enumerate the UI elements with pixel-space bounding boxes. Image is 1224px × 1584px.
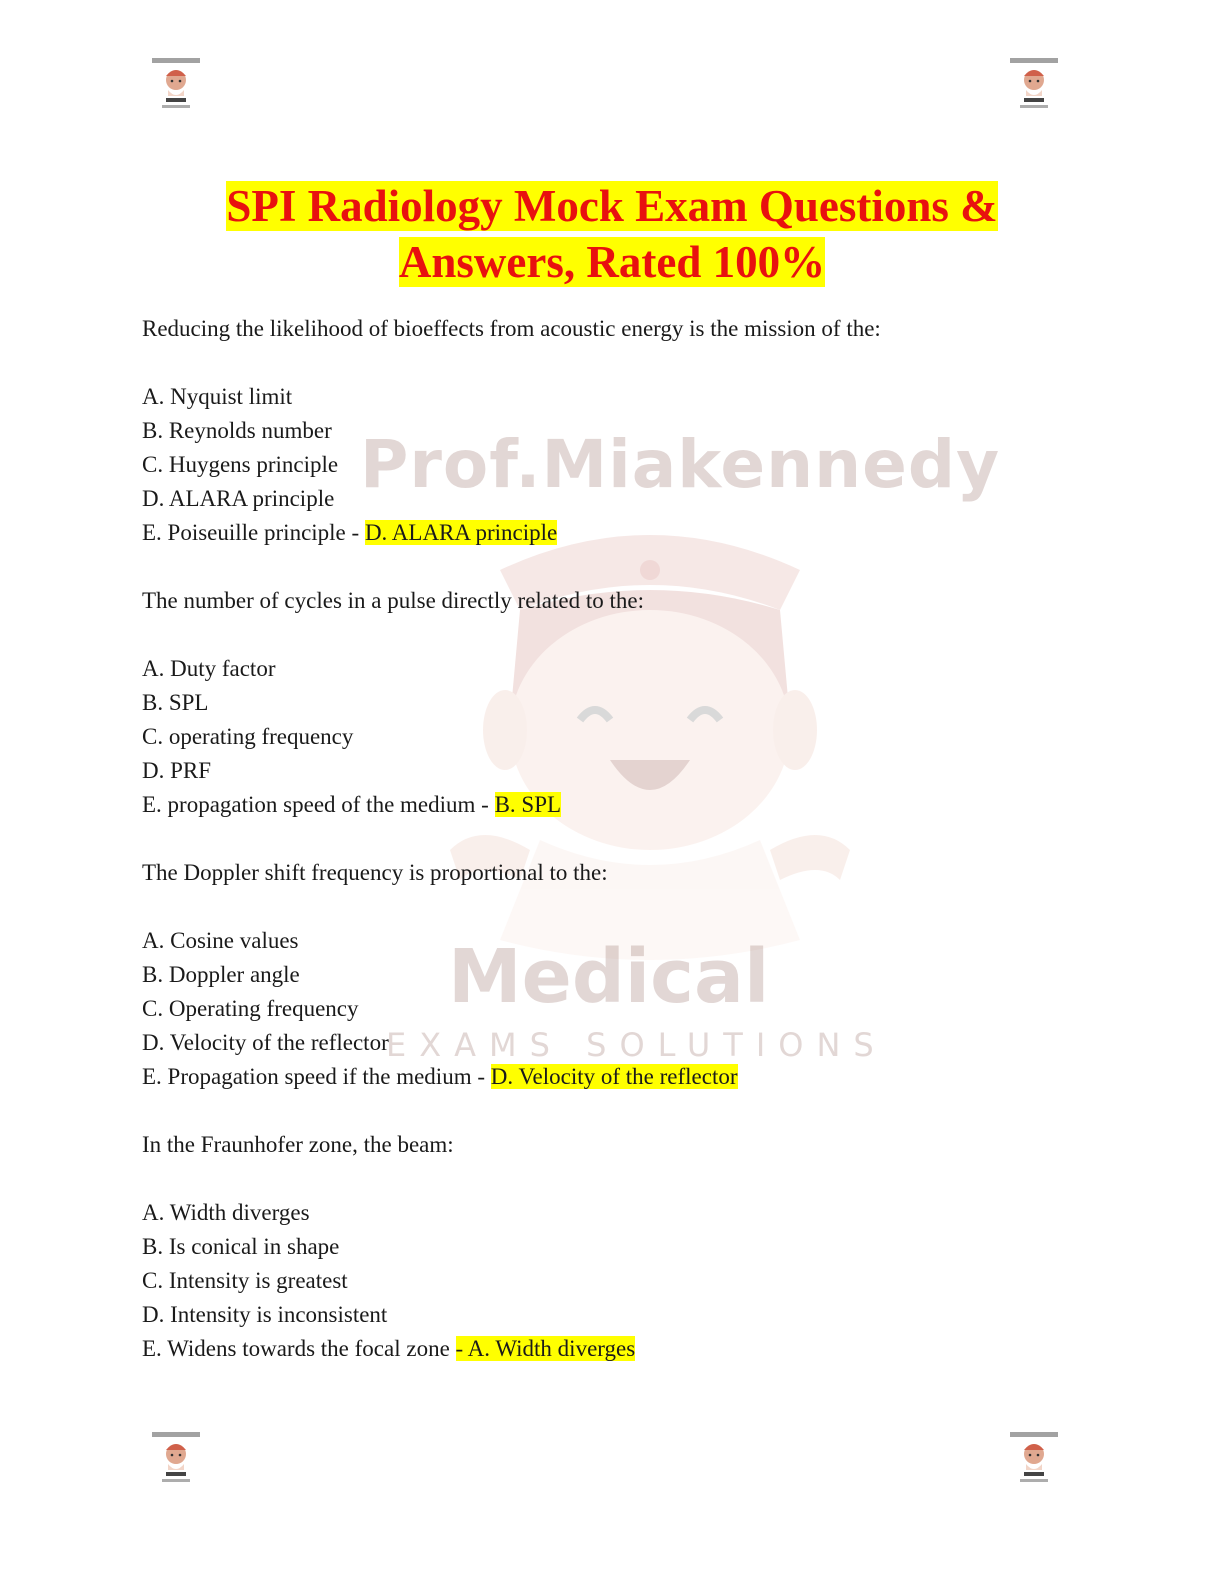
title-line-2: Answers, Rated 100% [398,237,826,287]
option-d: D. Intensity is inconsistent [142,1302,388,1327]
question-text: Reducing the likelihood of bioeffects from acoustic energy is the mission of the: [142,316,881,341]
title-line-1: SPI Radiology Mock Exam Questions & [226,181,998,231]
answer-highlight: B. SPL [494,792,562,817]
option-c: C. operating frequency [142,724,354,749]
option-a: A. Cosine values [142,928,299,953]
nurse-logo-icon [146,56,206,116]
option-d: D. ALARA principle [142,486,335,511]
option-c: C. Operating frequency [142,996,359,1021]
option-b: B. Is conical in shape [142,1234,340,1259]
nurse-logo-icon [1004,56,1064,116]
option-e: E. Widens towards the focal zone [142,1336,456,1361]
option-e-line [142,516,1082,550]
questions-list [142,312,1082,1400]
option-e: E. Propagation speed if the medium - [142,1064,491,1089]
answer-highlight: - A. Width diverges [455,1336,636,1361]
option-a: A. Width diverges [142,1200,310,1225]
option-e: E. Poiseuille principle - [142,520,365,545]
question-block [142,1128,1082,1366]
option-b: B. Doppler angle [142,962,300,987]
option-a: A. Duty factor [142,656,276,681]
options-list [142,652,1082,822]
option-e-line [142,788,1082,822]
watermark-brand-text: Prof.Miakennedy [360,426,1001,503]
answer-highlight: D. ALARA principle [364,520,558,545]
option-e-line [142,1332,1082,1366]
option-c: C. Huygens principle [142,452,339,477]
answer-highlight: D. Velocity of the reflector [490,1064,738,1089]
watermark-solutions-text: EXAMS SOLUTIONS [386,1026,887,1064]
question-block [142,312,1082,550]
option-d: D. Velocity of the reflector [142,1030,389,1055]
option-a: A. Nyquist limit [142,384,293,409]
question-block [142,584,1082,822]
watermark-medical-text: Medical [448,934,770,1020]
question-text: The Doppler shift frequency is proportional to the: [142,860,608,885]
options-list [142,1196,1082,1366]
page-title [0,178,1224,290]
question-block [142,856,1082,1094]
question-text: In the Fraunhofer zone, the beam: [142,1132,454,1157]
option-d: D. PRF [142,758,212,783]
nurse-logo-icon [1004,1430,1064,1490]
options-list [142,380,1082,550]
question-text: The number of cycles in a pulse directly related to the: [142,588,644,613]
option-e: E. propagation speed of the medium - [142,792,495,817]
option-e-line [142,1060,1082,1094]
option-b: B. Reynolds number [142,418,332,443]
option-c: C. Intensity is greatest [142,1268,348,1293]
options-list [142,924,1082,1094]
nurse-logo-icon [146,1430,206,1490]
option-b: B. SPL [142,690,209,715]
